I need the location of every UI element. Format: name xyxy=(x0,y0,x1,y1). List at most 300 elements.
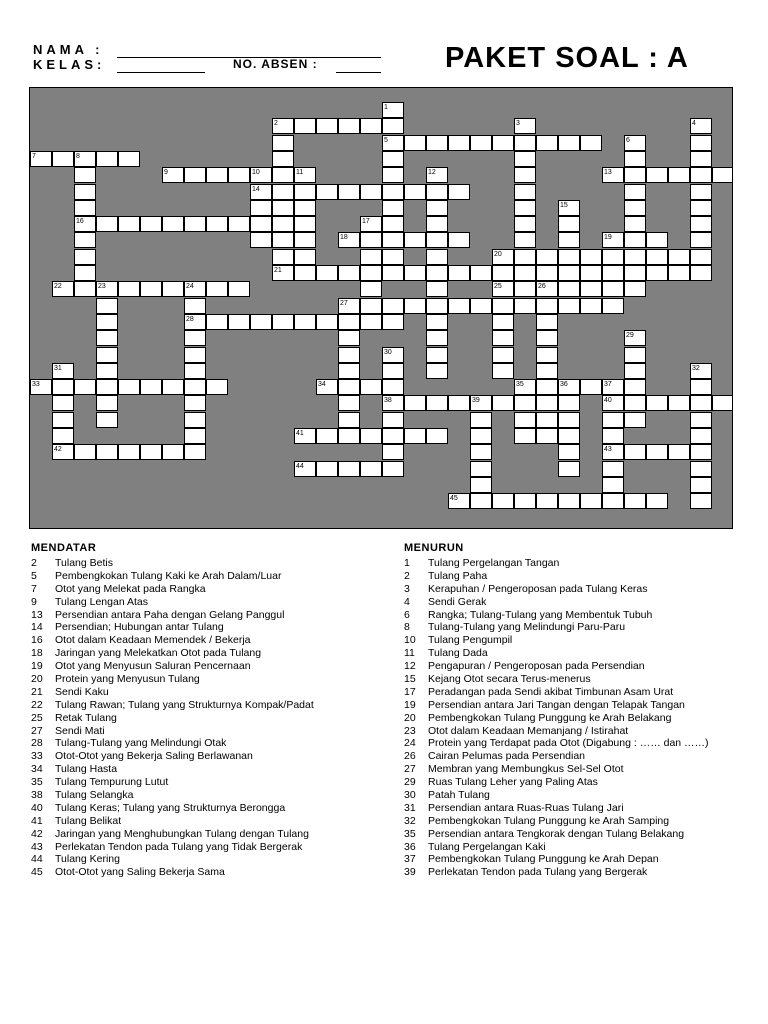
grid-cell[interactable] xyxy=(360,298,382,314)
grid-cell[interactable] xyxy=(118,216,140,232)
grid-cell[interactable] xyxy=(514,135,536,151)
grid-cell[interactable] xyxy=(140,444,162,460)
grid-cell[interactable] xyxy=(536,395,558,411)
grid-cell[interactable] xyxy=(382,135,404,151)
grid-cell[interactable] xyxy=(448,298,470,314)
grid-cell[interactable] xyxy=(382,102,404,118)
grid-cell[interactable] xyxy=(228,314,250,330)
grid-cell[interactable] xyxy=(536,363,558,379)
grid-cell[interactable] xyxy=(316,184,338,200)
grid-cell[interactable] xyxy=(514,200,536,216)
grid-cell[interactable] xyxy=(558,216,580,232)
grid-cell[interactable] xyxy=(624,395,646,411)
grid-cell[interactable] xyxy=(668,395,690,411)
grid-cell[interactable] xyxy=(624,412,646,428)
grid-cell[interactable] xyxy=(382,249,404,265)
grid-cell[interactable] xyxy=(74,216,96,232)
grid-cell[interactable] xyxy=(316,118,338,134)
grid-cell[interactable] xyxy=(558,461,580,477)
grid-cell[interactable] xyxy=(96,444,118,460)
grid-cell[interactable] xyxy=(360,184,382,200)
grid-cell[interactable] xyxy=(514,265,536,281)
grid-cell[interactable] xyxy=(646,167,668,183)
grid-cell[interactable] xyxy=(360,428,382,444)
grid-cell[interactable] xyxy=(338,412,360,428)
grid-cell[interactable] xyxy=(690,428,712,444)
grid-cell[interactable] xyxy=(338,298,360,314)
grid-cell[interactable] xyxy=(602,249,624,265)
grid-cell[interactable] xyxy=(360,232,382,248)
grid-cell[interactable] xyxy=(184,167,206,183)
grid-cell[interactable] xyxy=(536,330,558,346)
grid-cell[interactable] xyxy=(140,379,162,395)
grid-cell[interactable] xyxy=(690,249,712,265)
grid-cell[interactable] xyxy=(624,347,646,363)
grid-cell[interactable] xyxy=(250,232,272,248)
grid-cell[interactable] xyxy=(492,363,514,379)
grid-cell[interactable] xyxy=(426,232,448,248)
grid-cell[interactable] xyxy=(96,379,118,395)
grid-cell[interactable] xyxy=(624,249,646,265)
grid-cell[interactable] xyxy=(470,477,492,493)
grid-cell[interactable] xyxy=(426,428,448,444)
grid-cell[interactable] xyxy=(668,249,690,265)
grid-cell[interactable] xyxy=(162,281,184,297)
grid-cell[interactable] xyxy=(690,200,712,216)
grid-cell[interactable] xyxy=(558,265,580,281)
grid-cell[interactable] xyxy=(162,167,184,183)
grid-cell[interactable] xyxy=(470,135,492,151)
grid-cell[interactable] xyxy=(448,184,470,200)
grid-cell[interactable] xyxy=(360,461,382,477)
grid-cell[interactable] xyxy=(690,461,712,477)
grid-cell[interactable] xyxy=(470,395,492,411)
grid-cell[interactable] xyxy=(294,265,316,281)
grid-cell[interactable] xyxy=(294,428,316,444)
grid-cell[interactable] xyxy=(536,412,558,428)
grid-cell[interactable] xyxy=(272,200,294,216)
grid-cell[interactable] xyxy=(448,135,470,151)
grid-cell[interactable] xyxy=(184,347,206,363)
grid-cell[interactable] xyxy=(426,298,448,314)
grid-cell[interactable] xyxy=(690,395,712,411)
grid-cell[interactable] xyxy=(272,167,294,183)
grid-cell[interactable] xyxy=(514,428,536,444)
grid-cell[interactable] xyxy=(558,379,580,395)
grid-cell[interactable] xyxy=(74,232,96,248)
grid-cell[interactable] xyxy=(382,232,404,248)
grid-cell[interactable] xyxy=(382,347,404,363)
grid-cell[interactable] xyxy=(294,314,316,330)
grid-cell[interactable] xyxy=(250,216,272,232)
grid-cell[interactable] xyxy=(360,265,382,281)
grid-cell[interactable] xyxy=(118,379,140,395)
grid-cell[interactable] xyxy=(316,428,338,444)
grid-cell[interactable] xyxy=(580,281,602,297)
grid-cell[interactable] xyxy=(52,444,74,460)
grid-cell[interactable] xyxy=(426,265,448,281)
grid-cell[interactable] xyxy=(602,232,624,248)
grid-cell[interactable] xyxy=(294,118,316,134)
grid-cell[interactable] xyxy=(382,216,404,232)
grid-cell[interactable] xyxy=(184,363,206,379)
grid-cell[interactable] xyxy=(646,395,668,411)
grid-cell[interactable] xyxy=(558,428,580,444)
grid-cell[interactable] xyxy=(624,151,646,167)
grid-cell[interactable] xyxy=(690,216,712,232)
grid-cell[interactable] xyxy=(514,379,536,395)
grid-cell[interactable] xyxy=(624,200,646,216)
grid-cell[interactable] xyxy=(382,167,404,183)
grid-cell[interactable] xyxy=(404,428,426,444)
grid-cell[interactable] xyxy=(514,216,536,232)
grid-cell[interactable] xyxy=(382,379,404,395)
grid-cell[interactable] xyxy=(272,265,294,281)
grid-cell[interactable] xyxy=(206,167,228,183)
grid-cell[interactable] xyxy=(294,184,316,200)
grid-cell[interactable] xyxy=(690,118,712,134)
grid-cell[interactable] xyxy=(74,200,96,216)
grid-cell[interactable] xyxy=(272,151,294,167)
grid-cell[interactable] xyxy=(602,493,624,509)
grid-cell[interactable] xyxy=(52,281,74,297)
grid-cell[interactable] xyxy=(668,265,690,281)
grid-cell[interactable] xyxy=(426,167,448,183)
grid-cell[interactable] xyxy=(426,249,448,265)
grid-cell[interactable] xyxy=(52,363,74,379)
grid-cell[interactable] xyxy=(690,379,712,395)
grid-cell[interactable] xyxy=(382,265,404,281)
grid-cell[interactable] xyxy=(96,314,118,330)
grid-cell[interactable] xyxy=(668,167,690,183)
grid-cell[interactable] xyxy=(602,298,624,314)
grid-cell[interactable] xyxy=(382,314,404,330)
grid-cell[interactable] xyxy=(448,265,470,281)
grid-cell[interactable] xyxy=(580,493,602,509)
grid-cell[interactable] xyxy=(558,395,580,411)
grid-cell[interactable] xyxy=(514,249,536,265)
grid-cell[interactable] xyxy=(382,461,404,477)
grid-cell[interactable] xyxy=(448,493,470,509)
grid-cell[interactable] xyxy=(228,167,250,183)
grid-cell[interactable] xyxy=(492,395,514,411)
grid-cell[interactable] xyxy=(382,412,404,428)
grid-cell[interactable] xyxy=(514,412,536,428)
grid-cell[interactable] xyxy=(52,395,74,411)
grid-cell[interactable] xyxy=(74,167,96,183)
grid-cell[interactable] xyxy=(96,151,118,167)
grid-cell[interactable] xyxy=(514,167,536,183)
grid-cell[interactable] xyxy=(338,347,360,363)
grid-cell[interactable] xyxy=(492,265,514,281)
grid-cell[interactable] xyxy=(426,363,448,379)
grid-cell[interactable] xyxy=(382,118,404,134)
grid-cell[interactable] xyxy=(668,444,690,460)
grid-cell[interactable] xyxy=(426,395,448,411)
grid-cell[interactable] xyxy=(514,281,536,297)
grid-cell[interactable] xyxy=(470,412,492,428)
grid-cell[interactable] xyxy=(360,281,382,297)
grid-cell[interactable] xyxy=(96,347,118,363)
grid-cell[interactable] xyxy=(96,298,118,314)
grid-cell[interactable] xyxy=(690,412,712,428)
grid-cell[interactable] xyxy=(426,216,448,232)
grid-cell[interactable] xyxy=(558,298,580,314)
grid-cell[interactable] xyxy=(514,395,536,411)
grid-cell[interactable] xyxy=(404,395,426,411)
grid-cell[interactable] xyxy=(74,281,96,297)
grid-cell[interactable] xyxy=(184,395,206,411)
grid-cell[interactable] xyxy=(558,232,580,248)
grid-cell[interactable] xyxy=(470,444,492,460)
grid-cell[interactable] xyxy=(558,412,580,428)
grid-cell[interactable] xyxy=(580,265,602,281)
grid-cell[interactable] xyxy=(382,298,404,314)
grid-cell[interactable] xyxy=(602,167,624,183)
grid-cell[interactable] xyxy=(602,395,624,411)
grid-cell[interactable] xyxy=(382,444,404,460)
grid-cell[interactable] xyxy=(448,395,470,411)
grid-cell[interactable] xyxy=(646,493,668,509)
grid-cell[interactable] xyxy=(206,216,228,232)
grid-cell[interactable] xyxy=(30,151,52,167)
grid-cell[interactable] xyxy=(536,135,558,151)
grid-cell[interactable] xyxy=(602,428,624,444)
grid-cell[interactable] xyxy=(272,118,294,134)
grid-cell[interactable] xyxy=(382,184,404,200)
grid-cell[interactable] xyxy=(118,151,140,167)
grid-cell[interactable] xyxy=(74,379,96,395)
grid-cell[interactable] xyxy=(74,151,96,167)
grid-cell[interactable] xyxy=(382,428,404,444)
grid-cell[interactable] xyxy=(602,379,624,395)
grid-cell[interactable] xyxy=(96,363,118,379)
grid-cell[interactable] xyxy=(580,379,602,395)
grid-cell[interactable] xyxy=(558,493,580,509)
grid-cell[interactable] xyxy=(360,379,382,395)
grid-cell[interactable] xyxy=(646,265,668,281)
grid-cell[interactable] xyxy=(602,412,624,428)
grid-cell[interactable] xyxy=(382,200,404,216)
grid-cell[interactable] xyxy=(52,379,74,395)
grid-cell[interactable] xyxy=(624,379,646,395)
grid-cell[interactable] xyxy=(184,281,206,297)
grid-cell[interactable] xyxy=(74,444,96,460)
grid-cell[interactable] xyxy=(624,281,646,297)
grid-cell[interactable] xyxy=(140,281,162,297)
grid-cell[interactable] xyxy=(602,477,624,493)
grid-cell[interactable] xyxy=(624,330,646,346)
absen-line[interactable] xyxy=(336,72,381,73)
grid-cell[interactable] xyxy=(184,428,206,444)
grid-cell[interactable] xyxy=(712,395,733,411)
grid-cell[interactable] xyxy=(338,461,360,477)
grid-cell[interactable] xyxy=(470,265,492,281)
grid-cell[interactable] xyxy=(514,298,536,314)
grid-cell[interactable] xyxy=(250,184,272,200)
grid-cell[interactable] xyxy=(426,314,448,330)
grid-cell[interactable] xyxy=(96,330,118,346)
grid-cell[interactable] xyxy=(74,184,96,200)
grid-cell[interactable] xyxy=(426,184,448,200)
grid-cell[interactable] xyxy=(536,428,558,444)
grid-cell[interactable] xyxy=(74,265,96,281)
grid-cell[interactable] xyxy=(228,281,250,297)
grid-cell[interactable] xyxy=(492,314,514,330)
grid-cell[interactable] xyxy=(382,395,404,411)
grid-cell[interactable] xyxy=(96,281,118,297)
grid-cell[interactable] xyxy=(690,477,712,493)
grid-cell[interactable] xyxy=(624,444,646,460)
grid-cell[interactable] xyxy=(624,184,646,200)
grid-cell[interactable] xyxy=(690,135,712,151)
grid-cell[interactable] xyxy=(294,167,316,183)
grid-cell[interactable] xyxy=(96,412,118,428)
grid-cell[interactable] xyxy=(602,281,624,297)
grid-cell[interactable] xyxy=(272,216,294,232)
grid-cell[interactable] xyxy=(690,444,712,460)
grid-cell[interactable] xyxy=(74,249,96,265)
grid-cell[interactable] xyxy=(624,265,646,281)
grid-cell[interactable] xyxy=(580,298,602,314)
grid-cell[interactable] xyxy=(338,330,360,346)
grid-cell[interactable] xyxy=(52,412,74,428)
grid-cell[interactable] xyxy=(360,314,382,330)
grid-cell[interactable] xyxy=(360,216,382,232)
grid-cell[interactable] xyxy=(492,330,514,346)
grid-cell[interactable] xyxy=(294,232,316,248)
grid-cell[interactable] xyxy=(184,412,206,428)
grid-cell[interactable] xyxy=(250,200,272,216)
grid-cell[interactable] xyxy=(426,281,448,297)
class-line[interactable] xyxy=(117,72,205,73)
grid-cell[interactable] xyxy=(404,298,426,314)
grid-cell[interactable] xyxy=(338,363,360,379)
grid-cell[interactable] xyxy=(448,232,470,248)
grid-cell[interactable] xyxy=(492,298,514,314)
grid-cell[interactable] xyxy=(316,265,338,281)
grid-cell[interactable] xyxy=(646,232,668,248)
grid-cell[interactable] xyxy=(338,232,360,248)
grid-cell[interactable] xyxy=(404,265,426,281)
grid-cell[interactable] xyxy=(646,249,668,265)
grid-cell[interactable] xyxy=(382,151,404,167)
grid-cell[interactable] xyxy=(536,265,558,281)
grid-cell[interactable] xyxy=(646,444,668,460)
grid-cell[interactable] xyxy=(536,379,558,395)
grid-cell[interactable] xyxy=(470,493,492,509)
grid-cell[interactable] xyxy=(294,249,316,265)
grid-cell[interactable] xyxy=(514,118,536,134)
grid-cell[interactable] xyxy=(184,298,206,314)
grid-cell[interactable] xyxy=(272,232,294,248)
grid-cell[interactable] xyxy=(558,281,580,297)
grid-cell[interactable] xyxy=(360,249,382,265)
grid-cell[interactable] xyxy=(580,135,602,151)
grid-cell[interactable] xyxy=(690,265,712,281)
grid-cell[interactable] xyxy=(118,281,140,297)
grid-cell[interactable] xyxy=(536,249,558,265)
grid-cell[interactable] xyxy=(338,265,360,281)
grid-cell[interactable] xyxy=(690,184,712,200)
grid-cell[interactable] xyxy=(426,135,448,151)
grid-cell[interactable] xyxy=(206,379,228,395)
grid-cell[interactable] xyxy=(624,363,646,379)
grid-cell[interactable] xyxy=(536,493,558,509)
grid-cell[interactable] xyxy=(294,461,316,477)
grid-cell[interactable] xyxy=(316,379,338,395)
grid-cell[interactable] xyxy=(250,314,272,330)
grid-cell[interactable] xyxy=(492,347,514,363)
grid-cell[interactable] xyxy=(206,281,228,297)
grid-cell[interactable] xyxy=(558,444,580,460)
grid-cell[interactable] xyxy=(536,298,558,314)
grid-cell[interactable] xyxy=(338,118,360,134)
grid-cell[interactable] xyxy=(602,265,624,281)
grid-cell[interactable] xyxy=(470,298,492,314)
grid-cell[interactable] xyxy=(492,281,514,297)
grid-cell[interactable] xyxy=(52,151,74,167)
grid-cell[interactable] xyxy=(382,363,404,379)
grid-cell[interactable] xyxy=(712,167,733,183)
grid-cell[interactable] xyxy=(558,200,580,216)
grid-cell[interactable] xyxy=(624,135,646,151)
grid-cell[interactable] xyxy=(470,461,492,477)
grid-cell[interactable] xyxy=(272,314,294,330)
grid-cell[interactable] xyxy=(426,347,448,363)
grid-cell[interactable] xyxy=(184,444,206,460)
grid-cell[interactable] xyxy=(228,216,250,232)
grid-cell[interactable] xyxy=(580,249,602,265)
grid-cell[interactable] xyxy=(426,200,448,216)
grid-cell[interactable] xyxy=(404,184,426,200)
grid-cell[interactable] xyxy=(514,151,536,167)
grid-cell[interactable] xyxy=(338,314,360,330)
grid-cell[interactable] xyxy=(250,167,272,183)
grid-cell[interactable] xyxy=(338,395,360,411)
grid-cell[interactable] xyxy=(360,118,382,134)
grid-cell[interactable] xyxy=(272,249,294,265)
grid-cell[interactable] xyxy=(514,232,536,248)
grid-cell[interactable] xyxy=(624,216,646,232)
grid-cell[interactable] xyxy=(690,151,712,167)
grid-cell[interactable] xyxy=(184,379,206,395)
grid-cell[interactable] xyxy=(96,216,118,232)
grid-cell[interactable] xyxy=(96,395,118,411)
grid-cell[interactable] xyxy=(184,216,206,232)
grid-cell[interactable] xyxy=(404,135,426,151)
grid-cell[interactable] xyxy=(30,379,52,395)
grid-cell[interactable] xyxy=(162,444,184,460)
grid-cell[interactable] xyxy=(536,314,558,330)
grid-cell[interactable] xyxy=(624,493,646,509)
grid-cell[interactable] xyxy=(558,249,580,265)
grid-cell[interactable] xyxy=(492,493,514,509)
grid-cell[interactable] xyxy=(294,200,316,216)
grid-cell[interactable] xyxy=(602,461,624,477)
grid-cell[interactable] xyxy=(690,167,712,183)
grid-cell[interactable] xyxy=(316,461,338,477)
grid-cell[interactable] xyxy=(536,347,558,363)
grid-cell[interactable] xyxy=(690,232,712,248)
grid-cell[interactable] xyxy=(140,216,162,232)
grid-cell[interactable] xyxy=(316,314,338,330)
grid-cell[interactable] xyxy=(52,428,74,444)
grid-cell[interactable] xyxy=(184,330,206,346)
grid-cell[interactable] xyxy=(272,184,294,200)
grid-cell[interactable] xyxy=(624,167,646,183)
grid-cell[interactable] xyxy=(162,216,184,232)
